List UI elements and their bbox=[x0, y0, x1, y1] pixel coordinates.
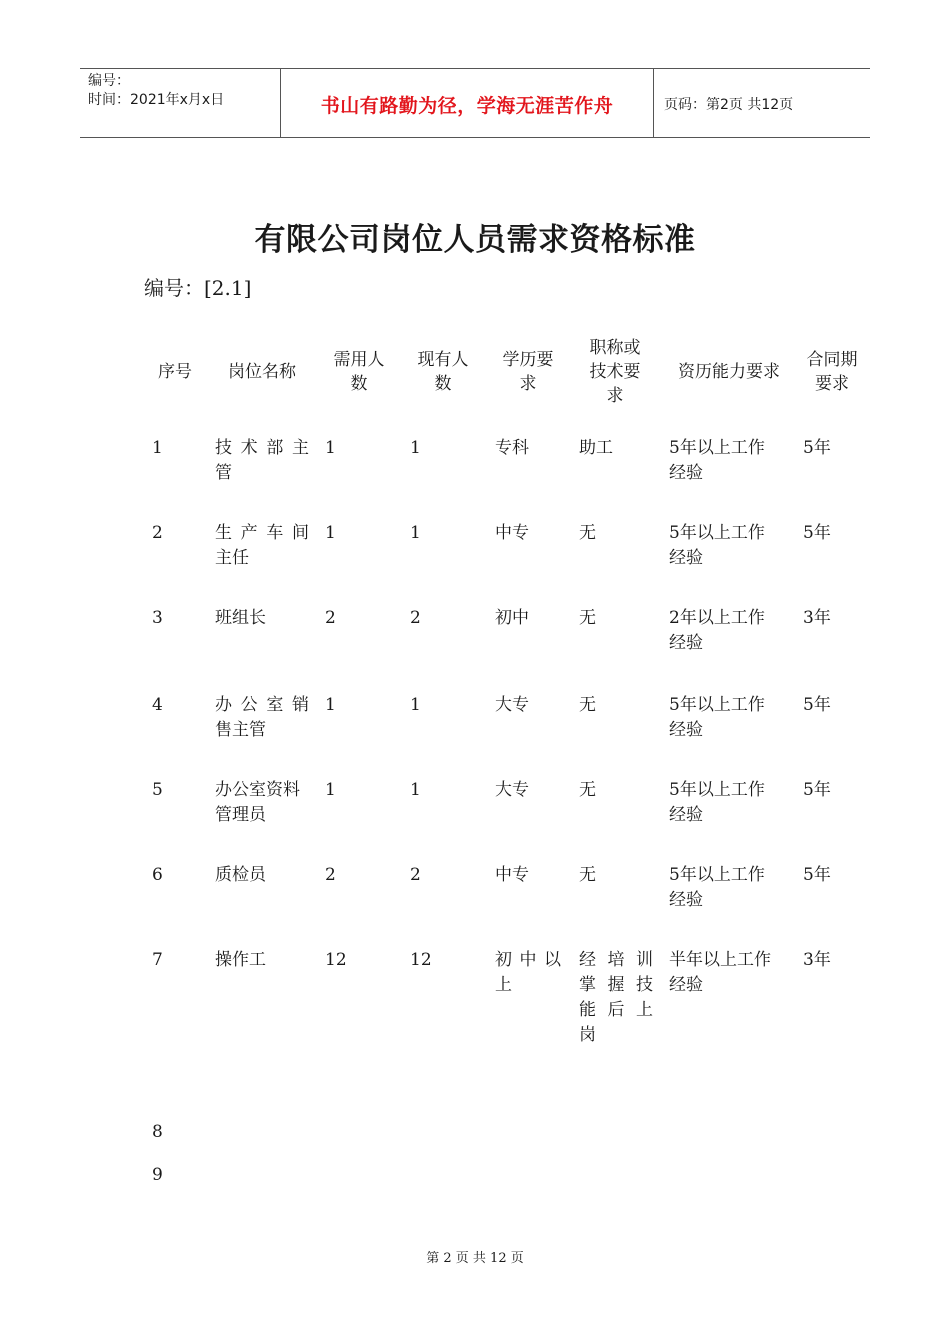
row2-needed: 1 bbox=[325, 523, 336, 543]
row7-ability-line2: 经验 bbox=[669, 975, 703, 995]
row1-contract: 5年 bbox=[803, 438, 831, 458]
row7-title bbox=[579, 948, 653, 1048]
row1-position-line2: 管 bbox=[215, 463, 232, 483]
row3-needed: 2 bbox=[325, 608, 336, 628]
row6-needed: 2 bbox=[325, 865, 336, 885]
row4-ability-line2: 经验 bbox=[669, 720, 703, 740]
row4-contract: 5年 bbox=[803, 695, 831, 715]
row7-education-line1: 初中以 bbox=[495, 950, 561, 970]
row3-position: 班组长 bbox=[215, 608, 266, 628]
row6-education: 中专 bbox=[495, 865, 529, 885]
row5-contract: 5年 bbox=[803, 780, 831, 800]
row7-education bbox=[495, 948, 561, 998]
row7-current: 12 bbox=[410, 950, 432, 970]
row7-ability bbox=[669, 948, 771, 998]
header-seq: 序号 bbox=[158, 362, 192, 382]
row7-title-line2: 掌握技 bbox=[579, 975, 653, 995]
row1-needed: 1 bbox=[325, 438, 336, 458]
row6-current: 2 bbox=[410, 865, 421, 885]
row3-contract: 3年 bbox=[803, 608, 831, 628]
row2-ability-line2: 经验 bbox=[669, 548, 703, 568]
header-title-line1: 职称或 bbox=[589, 338, 641, 358]
row7-seq: 7 bbox=[152, 950, 163, 970]
header-contract bbox=[800, 348, 864, 396]
row6-position: 质检员 bbox=[215, 865, 266, 885]
row4-ability bbox=[669, 693, 765, 743]
header-needed-line1: 需用人 bbox=[333, 350, 385, 370]
row2-title: 无 bbox=[579, 523, 596, 543]
row3-title: 无 bbox=[579, 608, 596, 628]
row2-education: 中专 bbox=[495, 523, 529, 543]
row6-ability-line2: 经验 bbox=[669, 890, 703, 910]
row6-title: 无 bbox=[579, 865, 596, 885]
row1-ability bbox=[669, 436, 765, 486]
row1-seq: 1 bbox=[152, 438, 163, 458]
row1-position-line1: 技术部主 bbox=[215, 438, 309, 458]
row7-ability-line1: 半年以上工作 bbox=[669, 950, 771, 970]
row6-ability-line1: 5年以上工作 bbox=[669, 865, 765, 885]
row6-contract: 5年 bbox=[803, 865, 831, 885]
row5-current: 1 bbox=[410, 780, 421, 800]
row7-needed: 12 bbox=[325, 950, 347, 970]
row4-education: 大专 bbox=[495, 695, 529, 715]
row1-education: 专科 bbox=[495, 438, 529, 458]
header-date-label: 时间：2021年x月x日 bbox=[88, 92, 225, 108]
row7-contract: 3年 bbox=[803, 950, 831, 970]
row3-current: 2 bbox=[410, 608, 421, 628]
row3-seq: 3 bbox=[152, 608, 163, 628]
header-needed-line2: 数 bbox=[350, 374, 368, 394]
row1-title: 助工 bbox=[579, 438, 613, 458]
row3-ability bbox=[669, 606, 765, 656]
header-contract-line1: 合同期 bbox=[806, 350, 858, 370]
row2-seq: 2 bbox=[152, 523, 163, 543]
document-number: 编号：[2.1] bbox=[144, 276, 252, 300]
row5-seq: 5 bbox=[152, 780, 163, 800]
header-title-line3: 求 bbox=[606, 386, 624, 406]
row4-seq: 4 bbox=[152, 695, 163, 715]
row2-contract: 5年 bbox=[803, 523, 831, 543]
header-ability: 资历能力要求 bbox=[678, 362, 780, 382]
row7-position: 操作工 bbox=[215, 950, 266, 970]
row2-position bbox=[215, 521, 309, 571]
row5-needed: 1 bbox=[325, 780, 336, 800]
row4-needed: 1 bbox=[325, 695, 336, 715]
row4-title: 无 bbox=[579, 695, 596, 715]
row8-seq: 8 bbox=[152, 1122, 163, 1142]
row9-seq: 9 bbox=[152, 1165, 163, 1185]
row5-education: 大专 bbox=[495, 780, 529, 800]
row4-position bbox=[215, 693, 309, 743]
row4-position-line2: 售主管 bbox=[215, 720, 266, 740]
row1-position bbox=[215, 436, 309, 486]
row2-ability-line1: 5年以上工作 bbox=[669, 523, 765, 543]
row5-title: 无 bbox=[579, 780, 596, 800]
row5-ability-line1: 5年以上工作 bbox=[669, 780, 765, 800]
row2-ability bbox=[669, 521, 765, 571]
header-education-line1: 学历要 bbox=[502, 350, 554, 370]
row7-title-line3: 能后上 bbox=[579, 1000, 653, 1020]
row5-ability bbox=[669, 778, 765, 828]
document-title: 有限公司岗位人员需求资格标准 bbox=[254, 222, 696, 258]
row3-ability-line2: 经验 bbox=[669, 633, 703, 653]
header-current bbox=[412, 348, 474, 396]
row3-education: 初中 bbox=[495, 608, 529, 628]
header-needed bbox=[328, 348, 390, 396]
row5-position-line1: 办公室资料 bbox=[215, 780, 300, 800]
row6-ability bbox=[669, 863, 765, 913]
row2-position-line2: 主任 bbox=[215, 548, 249, 568]
row1-current: 1 bbox=[410, 438, 421, 458]
header-position: 岗位名称 bbox=[228, 362, 296, 382]
row6-seq: 6 bbox=[152, 865, 163, 885]
row4-ability-line1: 5年以上工作 bbox=[669, 695, 765, 715]
header-title-line2: 技术要 bbox=[589, 362, 641, 382]
header-current-line2: 数 bbox=[434, 374, 452, 394]
row2-current: 1 bbox=[410, 523, 421, 543]
row7-education-line2: 上 bbox=[495, 975, 512, 995]
header-motto: 书山有路勤为径，学海无涯苦作舟 bbox=[281, 69, 654, 137]
row4-current: 1 bbox=[410, 695, 421, 715]
row1-ability-line1: 5年以上工作 bbox=[669, 438, 765, 458]
header-current-line1: 现有人 bbox=[417, 350, 469, 370]
row2-position-line1: 生产车间 bbox=[215, 523, 309, 543]
row7-title-line4: 岗 bbox=[579, 1025, 596, 1045]
header-number-label: 编号： bbox=[88, 73, 130, 89]
row3-ability-line1: 2年以上工作 bbox=[669, 608, 765, 628]
header-education bbox=[497, 348, 559, 396]
header-contract-line2: 要求 bbox=[815, 374, 849, 394]
header-title bbox=[584, 336, 646, 408]
row5-ability-line2: 经验 bbox=[669, 805, 703, 825]
row7-title-line1: 经培训 bbox=[579, 950, 653, 970]
row5-position-line2: 管理员 bbox=[215, 805, 266, 825]
row5-position bbox=[215, 778, 300, 828]
row1-ability-line2: 经验 bbox=[669, 463, 703, 483]
header-education-line2: 求 bbox=[519, 374, 537, 394]
row4-position-line1: 办公室销 bbox=[215, 695, 309, 715]
header-page-label: 页码：第2页 共12页 bbox=[664, 97, 794, 113]
page-footer: 第 2 页 共 12 页 bbox=[426, 1251, 524, 1266]
